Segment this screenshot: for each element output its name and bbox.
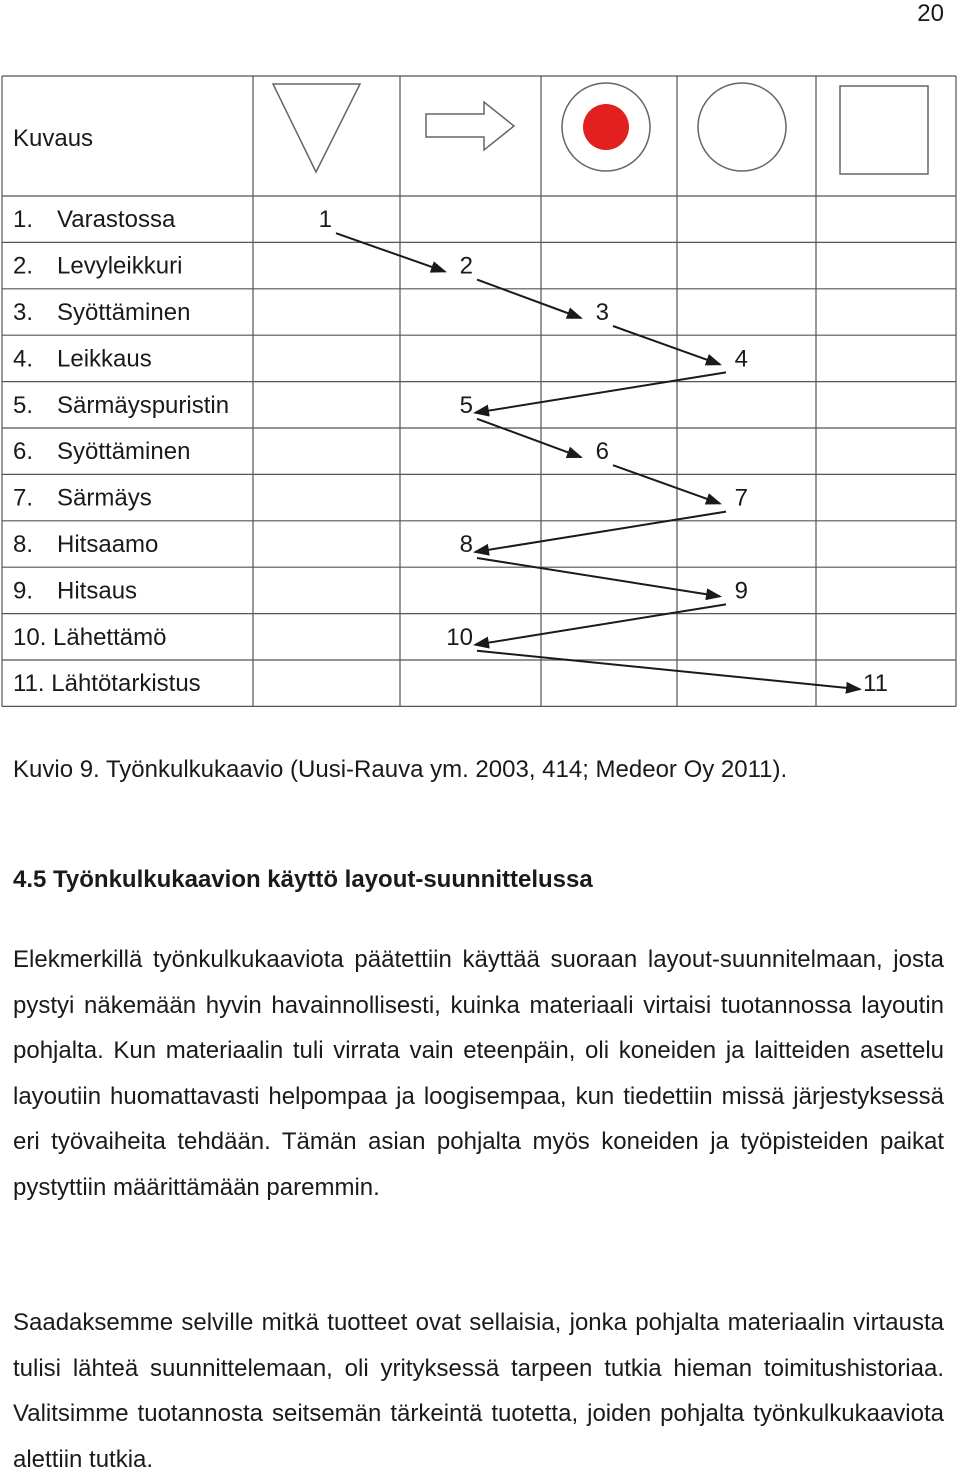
step-number: 7 <box>734 484 748 512</box>
header-label: Kuvaus <box>13 125 94 152</box>
step-label: 6. Syöttäminen <box>13 438 191 466</box>
flow-arrow <box>477 558 720 596</box>
step-number: 6 <box>595 438 609 466</box>
flow-arrow <box>477 651 860 689</box>
step-label: 5. Särmäyspuristin <box>13 391 230 419</box>
step-label: 4. Leikkaus <box>13 345 152 373</box>
step-number: 5 <box>459 391 473 419</box>
step-label: 1. Varastossa <box>13 206 176 234</box>
arrow-right-icon <box>426 102 514 150</box>
paragraph: Saadaksemme selville mitkä tuotteet ovat sellaisia, jonka pohjalta materiaalin virtausta tulisi lähteä suunnittelemaan, oli yrityksessä tarpeen tutkia hieman toimitushistoriaa. Valitsimme tuotannosta seitsemän tärkeintä tuotetta, joiden pohjalta työnkulkukaaviota alettiin tutkia. <box>13 1309 944 1473</box>
flow-arrow <box>475 372 726 412</box>
circle-with-red-dot-icon <box>562 83 650 171</box>
step-label: 9. Hitsaus <box>13 577 138 605</box>
page-number: 20 <box>917 0 944 27</box>
symbol-header-row <box>273 83 928 174</box>
step-number: 2 <box>459 252 473 280</box>
step-label: 3. Syöttäminen <box>13 299 191 326</box>
section-heading: 4.5 Työnkulkukaavion käyttö layout-suunnittelussa <box>13 866 593 893</box>
step-labels <box>13 206 229 697</box>
step-number: 11 <box>863 670 888 698</box>
flow-arrow <box>477 280 581 318</box>
step-number: 8 <box>459 531 473 558</box>
flow-arrow <box>477 419 581 457</box>
step-number: 4 <box>734 345 748 373</box>
step-number: 10 <box>446 623 473 651</box>
figure-caption: Kuvio 9. Työnkulkukaavio (Uusi-Rauva ym. 2003, 414; Medeor Oy 2011). <box>13 756 788 783</box>
step-label: 10. Lähettämö <box>13 623 167 651</box>
flow-arrow <box>475 512 726 552</box>
flow-arrow <box>613 326 720 364</box>
flow-arrow <box>336 233 445 271</box>
step-label: 2. Levyleikkuri <box>13 252 183 280</box>
step-number: 9 <box>734 577 748 605</box>
workflow-diagram <box>0 74 960 714</box>
paragraph: Elekmerkillä työnkulkukaaviota päätettiin käyttää suoraan layout-suunnitelmaan, josta pystyi näkemään hyvin havainnollisesti, kuinka materiaali virtaisi tuotannossa layoutin pohjalta. Kun materiaalin tuli virrata vain eteenpäin, oli koneiden ja laitteiden asettelu layoutiin huomattavasti helpompaa ja loogisempaa, kun tiedettiin missä järjestyksessä eri työvaiheita tehdään. Tämän asian pohjalta myös koneiden ja työpisteiden paikat pystyttiin määrittämään paremmin. <box>13 946 944 1201</box>
step-label: 7. Särmäys <box>13 484 152 512</box>
triangle-down-icon <box>273 84 360 172</box>
step-label: 11. Lähtötarkistus <box>13 670 201 698</box>
step-number: 3 <box>595 299 609 326</box>
step-label: 8. Hitsaamo <box>13 531 159 558</box>
square-icon <box>840 86 928 174</box>
step-number: 1 <box>318 206 332 234</box>
flow-arrow <box>613 465 720 503</box>
flow-arrow <box>475 604 726 644</box>
circle-icon <box>698 83 786 171</box>
